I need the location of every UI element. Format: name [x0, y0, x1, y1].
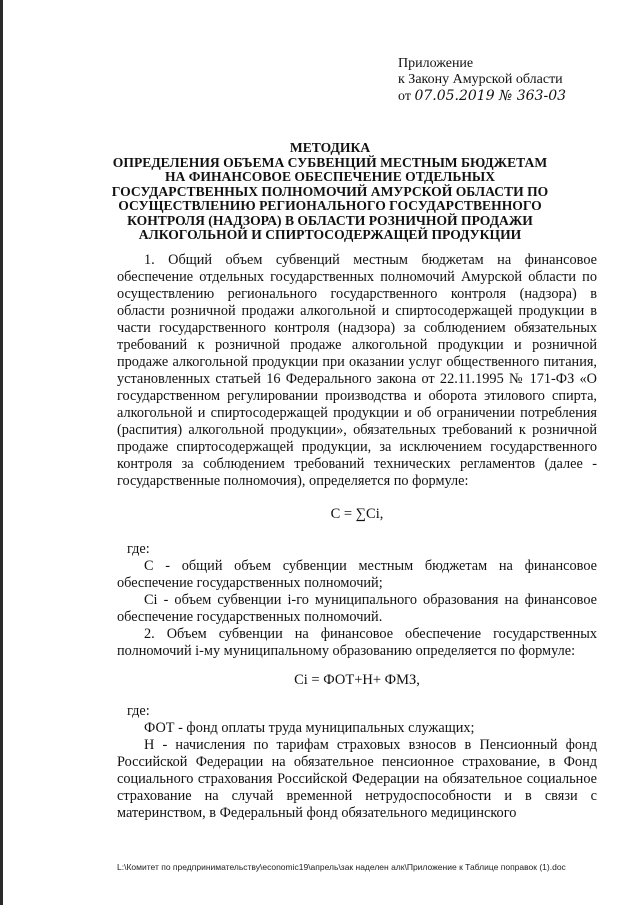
- title-line: НА ФИНАНСОВОЕ ОБЕСПЕЧЕНИЕ ОТДЕЛЬНЫХ: [164, 169, 496, 184]
- appendix-date-prefix: от: [398, 89, 415, 104]
- document-body: [117, 252, 597, 822]
- file-path-footer: L:\Комитет по предпринимательству\economic19\апрель\зак наделен алк\Приложение к Таблице поправок (1).doc: [117, 862, 566, 872]
- formula-municipal: Сi = ФОТ+Н+ ФМЗ,: [294, 672, 420, 688]
- appendix-line-2: к Закону Амурской области: [398, 72, 563, 87]
- appendix-line-1: Приложение: [398, 56, 474, 71]
- formula-total: С = ∑Сi,: [330, 506, 384, 522]
- title-line: ОПРЕДЕЛЕНИЯ ОБЪЕМА СУБВЕНЦИЙ МЕСТНЫМ БЮДЖЕТАМ: [112, 154, 548, 170]
- handwritten-date-number: 07.05.2019 № 363-03: [414, 88, 567, 104]
- title-line: КОНТРОЛЯ (НАДЗОРА) В ОБЛАСТИ РОЗНИЧНОЙ ПРОДАЖИ: [127, 212, 533, 228]
- appendix-header: [398, 56, 566, 105]
- title-line: ОСУЩЕСТВЛЕНИЮ РЕГИОНАЛЬНОГО ГОСУДАРСТВЕННОГО: [118, 198, 542, 213]
- where-label: где:: [127, 703, 150, 719]
- where-label: где:: [127, 541, 150, 557]
- scan-edge: [0, 0, 3, 905]
- title-line: ГОСУДАРСТВЕННЫХ ПОЛНОМОЧИЙ АМУРСКОЙ ОБЛАСТИ ПО: [111, 183, 549, 199]
- definition-c: С - общий объем субвенции местным бюджетам на финансовое обеспечение государственных полномочий;: [117, 558, 597, 591]
- title-line: МЕТОДИКА: [289, 140, 371, 155]
- paragraph-1: 1. Общий объем субвенций местным бюджетам на финансовое обеспечение отдельных государственных полномочий Амурской области по осуществлению регионального государственного контроля (надзора) в области розничной продажи алкогольной и спиртосодержащей продукции в части государственного контроля (надзора) за соблюдением обязательных требований к розничной продаже алкогольной продукции и розничной продаже алкогольной продукции при оказании услуг общественного питания, установленных статьей 16 Федерального закона от 22.11.1995 № 171-ФЗ «О государственном регулировании производства и оборота этилового спирта, алкогольной и спиртосодержащей продукции и об ограничении потребления (распития) алкогольной продукции», обязательных требований к розничной продаже спиртосодержащей продукции, за исключением государственного контроля за соблюдением требований технических регламентов (далее - государственные полномочия), определяется по формуле:: [117, 252, 597, 489]
- title-line: АЛКОГОЛЬНОЙ И СПИРТОСОДЕРЖАЩЕЙ ПРОДУКЦИИ: [138, 227, 522, 242]
- document-title: [80, 141, 580, 243]
- definition-ci: Сi - объем субвенции i-го муниципального образования на финансовое обеспечение государственных полномочий.: [117, 592, 597, 625]
- paragraph-2: 2. Объем субвенции на финансовое обеспечение государственных полномочий i-му муниципальному образованию определяется по формуле:: [117, 626, 597, 659]
- definition-n: Н - начисления по тарифам страховых взносов в Пенсионный фонд Российской Федерации на обязательное пенсионное страхование, в Фонд социального страхования Российской Федерации на обязательное социальное страхование на случай временной нетрудоспособности и в связи с материнством, в Федеральный фонд обязательного медицинского: [117, 737, 597, 821]
- appendix-line-3: [398, 88, 566, 105]
- definition-fot: ФОТ - фонд оплаты труда муниципальных служащих;: [144, 720, 475, 736]
